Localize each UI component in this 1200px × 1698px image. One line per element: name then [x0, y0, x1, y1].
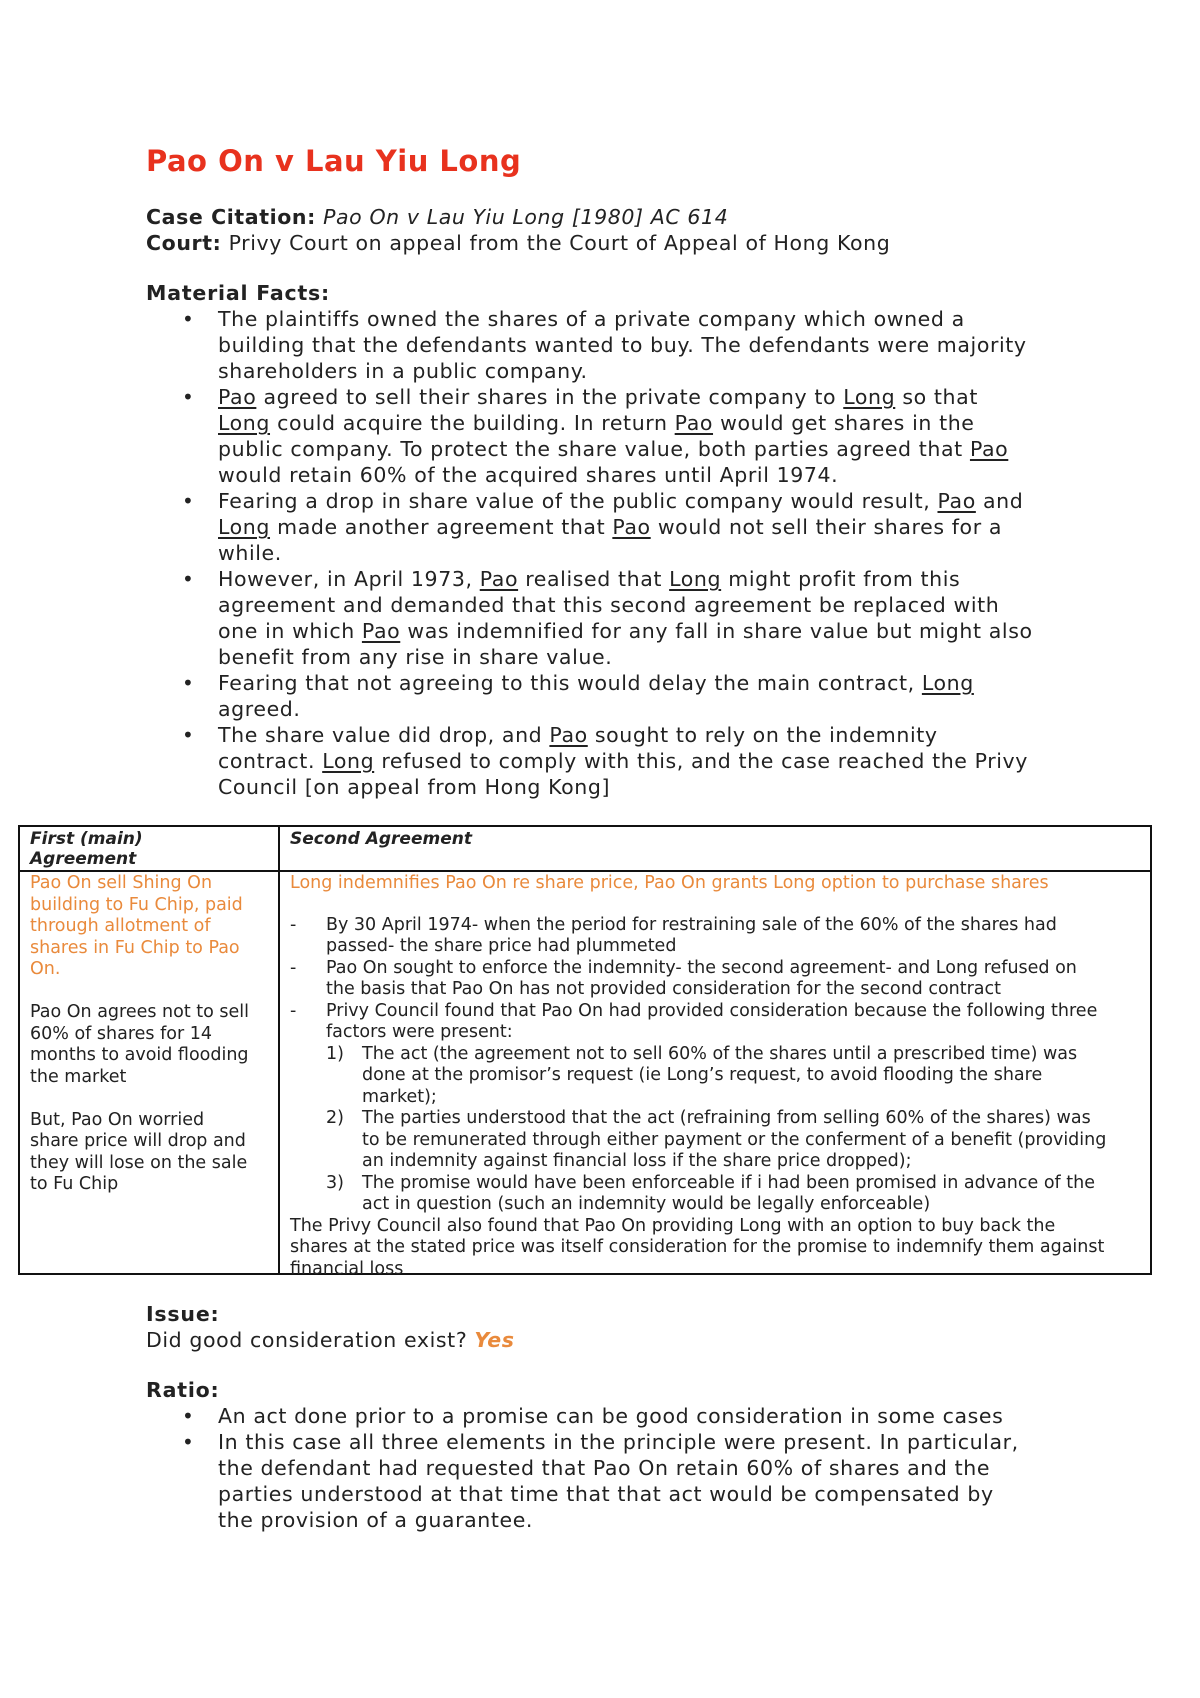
- text-line: to Fu Chip: [30, 1174, 119, 1194]
- text-line: [218, 1455, 1076, 1481]
- list-marker: 1): [326, 1043, 344, 1064]
- party-name: Pao: [612, 515, 651, 539]
- text-line: financial loss: [290, 1258, 404, 1279]
- fact-item: [146, 566, 1076, 670]
- text-line: Pao On sell Shing On: [30, 873, 213, 893]
- text-segment: building that the defendants wanted to buy. The defendants were majority: [218, 333, 1027, 357]
- fact-item: [146, 670, 1076, 722]
- numbered-item: [290, 1044, 1150, 1109]
- text-line: done at the promisor’s request (ie Long’s request, to avoid flooding the share: [362, 1065, 1043, 1085]
- second-agreement-cell: [290, 873, 1150, 1280]
- party-name: Long: [843, 385, 896, 409]
- text-line: Privy Council found that Pao On had provided consideration because the following three: [326, 1000, 1098, 1021]
- first-agreement-concern: [30, 1110, 270, 1196]
- text-line: [218, 436, 1076, 462]
- text-line: [218, 410, 1076, 436]
- list-marker: 2): [326, 1108, 344, 1128]
- party-name: Pao: [937, 489, 976, 513]
- text-line: The Privy Council also found that Pao On providing Long with an option to buy back the: [290, 1215, 1056, 1236]
- first-agreement-cell: [30, 873, 270, 1196]
- text-line: [218, 1507, 1076, 1533]
- fact-item: [146, 306, 1076, 384]
- text-segment: Fearing that not agreeing to this would delay the main contract,: [218, 671, 922, 695]
- first-agreement-summary: [30, 873, 270, 981]
- list-marker: 3): [326, 1172, 344, 1193]
- text-line: through allotment of: [30, 916, 211, 936]
- header-first-line1: First (main): [30, 829, 143, 849]
- numbered-item: [290, 1108, 1150, 1173]
- facts-list: [146, 306, 1076, 800]
- text-segment: the provision of a guarantee.: [218, 1508, 534, 1532]
- dash-item: [290, 958, 1150, 1001]
- party-name: Pao: [969, 437, 1009, 461]
- text-segment: realised that: [518, 567, 670, 591]
- text-line: [218, 696, 1076, 722]
- text-segment: might profit from this: [721, 567, 961, 591]
- party-name: Long: [669, 567, 722, 591]
- text-line: [218, 618, 1076, 644]
- text-line: The act (the agreement not to sell 60% of the shares until a prescribed time) was: [362, 1043, 1078, 1064]
- party-name: Long: [921, 671, 974, 695]
- text-line: [218, 644, 1076, 670]
- text-segment: shareholders in a public company.: [218, 359, 588, 383]
- text-line: Pao On sought to enforce the indemnity- the second agreement- and Long refused on: [326, 957, 1077, 978]
- second-agreement-summary: Long indemnifies Pao On re share price, Pao On grants Long option to purchase shares: [290, 873, 1049, 893]
- text-segment: The plaintiffs owned the shares of a private company which owned a: [218, 307, 965, 331]
- text-line: an indemnity against financial loss if the share price dropped);: [362, 1151, 912, 1171]
- issue-answer: Yes: [474, 1328, 515, 1352]
- party-name: Pao: [218, 385, 257, 409]
- text-segment: one in which: [218, 619, 362, 643]
- text-segment: An act done prior to a promise can be good consideration in some cases: [218, 1404, 1004, 1428]
- second-agreement-points: [290, 915, 1150, 1044]
- party-name: Long: [218, 411, 271, 435]
- text-line: But, Pao On worried: [30, 1109, 205, 1130]
- text-segment: could acquire the building. In return: [270, 411, 675, 435]
- text-segment: Fearing a drop in share value of the public company would result,: [218, 489, 938, 513]
- facts-heading: Material Facts:: [146, 281, 331, 305]
- list-marker: -: [290, 1000, 297, 1021]
- text-segment: was indemnified for any fall in share value but might also: [400, 619, 1033, 643]
- text-segment: so that: [895, 385, 978, 409]
- text-line: act in question (such an indemnity would be legally enforceable): [362, 1194, 931, 1214]
- fact-item: [146, 722, 1076, 800]
- list-marker: -: [290, 914, 297, 935]
- text-segment: Council [on appeal from Hong Kong]: [218, 775, 611, 799]
- table-header-divider: [20, 870, 1150, 872]
- text-line: 60% of shares for 14: [30, 1023, 212, 1044]
- text-line: [218, 384, 1076, 410]
- text-line: the basis that Pao On has not provided consideration for the second contract: [326, 979, 1002, 999]
- ratio-list: [146, 1403, 1076, 1533]
- party-name: Long: [218, 515, 271, 539]
- court-value: Privy Court on appeal from the Court of Appeal of Hong Kong: [228, 231, 891, 255]
- text-segment: benefit from any rise in share value.: [218, 645, 613, 669]
- second-agreement-closing: [290, 1216, 1150, 1281]
- text-segment: while.: [218, 541, 282, 565]
- text-line: share price will drop and: [30, 1131, 246, 1151]
- text-line: [218, 462, 1076, 488]
- citation-label: Case Citation:: [146, 205, 316, 229]
- text-line: [218, 1481, 1076, 1507]
- text-segment: made another agreement that: [270, 515, 613, 539]
- party-name: Long: [322, 749, 375, 773]
- text-line: [218, 1403, 1076, 1429]
- text-segment: However, in April 1973,: [218, 567, 480, 591]
- issue-question: Did good consideration exist?: [146, 1328, 468, 1352]
- ratio-item: [146, 1429, 1076, 1533]
- text-line: to be remunerated through either payment or the conferment of a benefit (providing: [362, 1129, 1107, 1150]
- text-segment: sought to rely on the indemnity: [587, 723, 938, 747]
- fact-item: [146, 384, 1076, 488]
- text-segment: would not sell their shares for a: [650, 515, 1003, 539]
- text-line: [218, 722, 1076, 748]
- header-first-line2: Agreement: [30, 849, 137, 869]
- issue-ratio-section: [146, 1301, 1076, 1533]
- ratio-heading: Ratio:: [146, 1378, 220, 1402]
- text-line: shares in Fu Chip to Pao: [30, 937, 240, 958]
- text-line: months to avoid flooding: [30, 1045, 249, 1065]
- issue-heading: Issue:: [146, 1302, 220, 1326]
- text-segment: In this case all three elements in the principle were present. In particular,: [218, 1430, 1019, 1454]
- text-segment: contract.: [218, 749, 323, 773]
- text-segment: would retain 60% of the acquired shares until April 1974.: [218, 463, 839, 487]
- agreements-table: [18, 825, 1152, 1279]
- party-name: Pao: [549, 723, 588, 747]
- text-line: market);: [362, 1086, 437, 1107]
- case-title: Pao On v Lau Yiu Long: [146, 144, 522, 178]
- text-segment: the defendant had requested that Pao On retain 60% of shares and the: [218, 1456, 991, 1480]
- text-line: [218, 514, 1076, 540]
- text-segment: would get shares in the: [713, 411, 975, 435]
- text-line: [218, 332, 1076, 358]
- party-name: Pao: [361, 619, 401, 643]
- text-line: [218, 774, 1076, 800]
- dash-item: [290, 915, 1150, 958]
- court-line: [146, 230, 1076, 256]
- header-second-agreement: Second Agreement: [290, 829, 472, 849]
- text-line: passed- the share price had plummeted: [326, 936, 677, 956]
- list-marker: -: [290, 957, 297, 978]
- text-line: [218, 540, 1076, 566]
- text-line: [218, 306, 1076, 332]
- issue-line: [146, 1327, 1076, 1353]
- text-line: [218, 592, 1076, 618]
- header-first-agreement: [30, 829, 270, 869]
- ratio-item: [146, 1403, 1076, 1429]
- dash-item: [290, 1001, 1150, 1044]
- text-segment: agreed.: [218, 697, 301, 721]
- text-segment: and: [975, 489, 1024, 513]
- text-line: [218, 748, 1076, 774]
- text-line: [218, 1429, 1076, 1455]
- first-agreement-undertaking: [30, 1002, 270, 1088]
- text-line: [218, 566, 1076, 592]
- text-line: On.: [30, 959, 61, 979]
- case-summary: [146, 144, 1076, 800]
- text-line: they will lose on the sale: [30, 1152, 248, 1173]
- text-line: Pao On agrees not to sell: [30, 1002, 250, 1022]
- text-segment: parties understood at that time that that act would be compensated by: [218, 1482, 994, 1506]
- text-line: building to Fu Chip, paid: [30, 894, 243, 915]
- citation-value: Pao On v Lau Yiu Long [1980] AC 614: [323, 205, 729, 229]
- numbered-item: [290, 1173, 1150, 1216]
- table-column-divider: [278, 827, 280, 1273]
- text-line: shares at the stated price was itself consideration for the promise to indemnify them against: [290, 1237, 1105, 1257]
- text-line: [218, 358, 1076, 384]
- text-line: By 30 April 1974- when the period for restraining sale of the 60% of the shares had: [326, 914, 1057, 935]
- text-segment: public company. To protect the share value, both parties agreed that: [218, 437, 970, 461]
- court-label: Court:: [146, 231, 222, 255]
- text-segment: agreement and demanded that this second agreement be replaced with: [218, 593, 1000, 617]
- party-name: Pao: [479, 567, 519, 591]
- text-line: The promise would have been enforceable if i had been promised in advance of the: [362, 1172, 1095, 1193]
- text-line: [218, 670, 1076, 696]
- fact-item: [146, 488, 1076, 566]
- text-segment: The share value did drop, and: [218, 723, 550, 747]
- text-line: factors were present:: [326, 1022, 513, 1042]
- text-line: [218, 488, 1076, 514]
- consideration-factors: [290, 1044, 1150, 1216]
- party-name: Pao: [674, 411, 714, 435]
- text-line: the market: [30, 1066, 127, 1087]
- text-segment: agreed to sell their shares in the private company to: [256, 385, 844, 409]
- text-line: The parties understood that the act (refraining from selling 60% of the shares) was: [362, 1108, 1091, 1128]
- text-segment: refused to comply with this, and the case reached the Privy: [374, 749, 1029, 773]
- citation-line: [146, 204, 1076, 230]
